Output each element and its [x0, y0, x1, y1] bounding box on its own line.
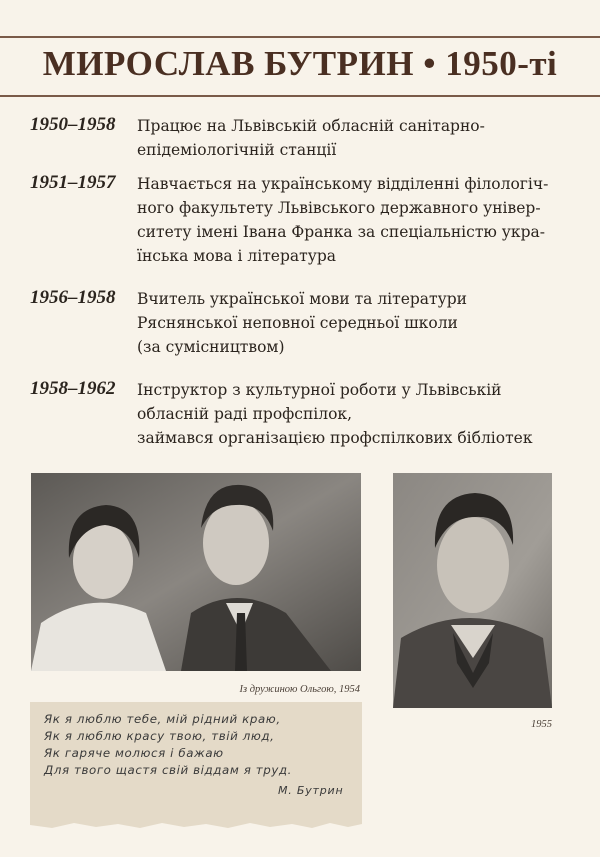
timeline-years: 1950–1958: [30, 114, 116, 135]
timeline-text: Вчитель української мови та літератури Ряснянської неповної середньої школи (за сумісництвом): [137, 290, 467, 356]
timeline-text: Працює на Львівській обласній санітарно- епідеміологічній станції: [137, 117, 485, 159]
poem-note: [30, 702, 362, 820]
photo-caption: 1955: [531, 719, 552, 730]
portrait-1955-illustration: [393, 473, 552, 708]
poem-line: Як я люблю тебе, мій рідний краю,: [44, 712, 281, 726]
poem-line: Як я люблю красу твою, твій люд,: [44, 729, 275, 743]
top-rule: [0, 36, 600, 38]
timeline-text: Навчається на українському відділенні філологіч- ного факультету Львівського державного універ- ситету імені Івана Франка за спеціальністю укра- їнська мова і література: [137, 175, 549, 265]
portrait-1955: [393, 473, 552, 708]
photo-with-wife-illustration: [31, 473, 361, 671]
timeline-text: Інструктор з культурної роботи у Львівській обласній раді профспілок, займався організацією профспілкових бібліотек: [137, 381, 533, 447]
timeline-years: 1956–1958: [30, 287, 116, 308]
poem-signature: М. Бутрин: [278, 784, 344, 797]
note-torn-edge: [30, 820, 362, 830]
timeline-years: 1958–1962: [30, 378, 116, 399]
photo-with-wife: [31, 473, 361, 671]
title-bottom-rule: [0, 95, 600, 97]
poem-line: Для твого щастя свій віддам я труд.: [44, 763, 293, 777]
timeline-years: 1951–1957: [30, 172, 116, 193]
page-title: МИРОСЛАВ БУТРИН • 1950-ті: [42, 44, 558, 83]
photo-caption: Із дружиною Ольгою, 1954: [239, 684, 360, 695]
poem-line: Як гаряче молюся і бажаю: [44, 746, 224, 760]
